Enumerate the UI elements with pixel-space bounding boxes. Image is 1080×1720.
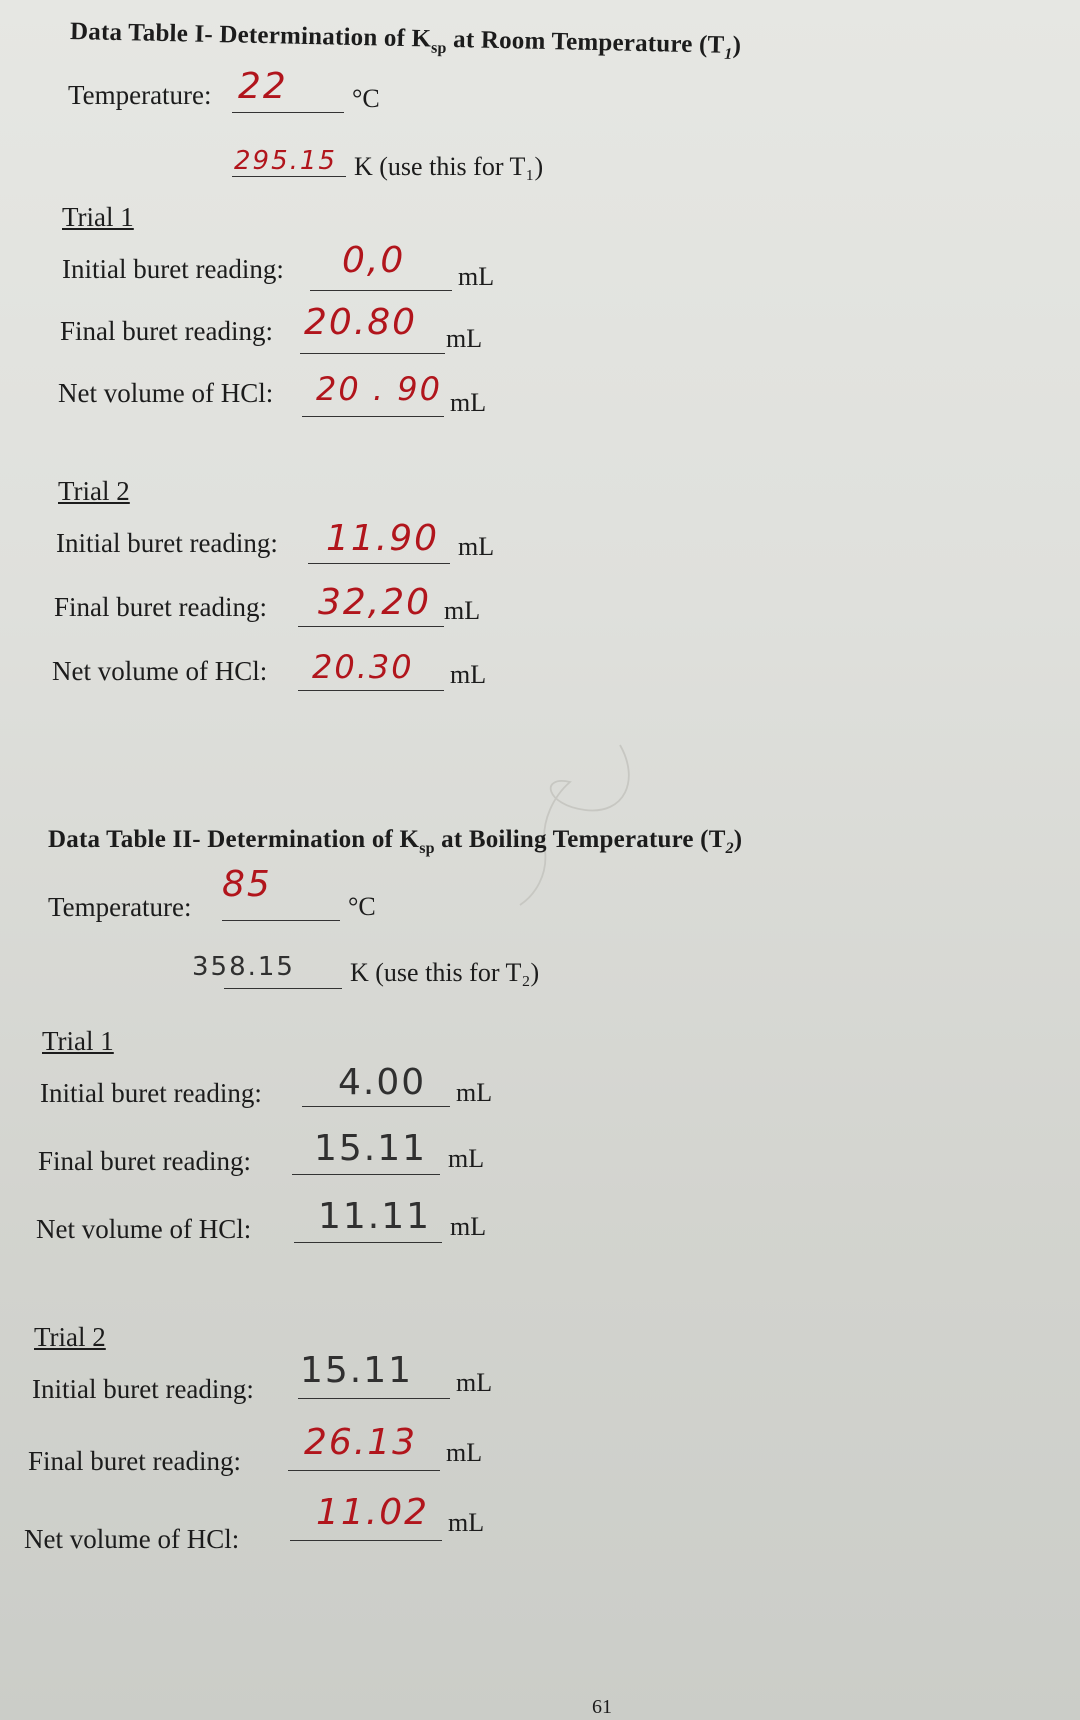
table2-trial2-net-unit: mL <box>448 1508 485 1537</box>
table1-trial2-initial-value: 11.90 <box>326 518 440 559</box>
table1-title: Data Table I- Determination of $K_{sp}$ at Room Temperature $(T_1)$ <box>69 18 742 63</box>
table2-trial1-net-label: Net volume of HCl: <box>36 1214 252 1244</box>
table1-trial2-final-value: 32,20 <box>318 582 432 623</box>
table2-trial1-net-unit: mL <box>450 1212 487 1241</box>
table1-trial1-final-label: Final buret reading: <box>60 316 273 346</box>
table1-trial2-net-value: 20.30 <box>312 648 414 686</box>
table1-trial2-heading: Trial 2 <box>58 476 130 506</box>
table2-trial2-final-unit: mL <box>446 1438 483 1467</box>
table1-trial1-initial-label: Initial buret reading: <box>62 254 284 284</box>
table2-trial2-initial-unit: mL <box>456 1368 493 1397</box>
table1-trial1-heading: Trial 1 <box>62 202 134 232</box>
table2-trial2-initial-value: 15.11 <box>300 1350 414 1391</box>
table1-trial1-net-label: Net volume of HCl: <box>58 378 274 408</box>
table1-temperature-k-value: 295.15 <box>234 146 337 176</box>
table2-trial2-initial-label: Initial buret reading: <box>32 1374 254 1404</box>
table2-trial2-initial-line <box>298 1398 450 1399</box>
table1-trial1-net-unit: mL <box>450 388 487 417</box>
table1-trial2-final-unit: mL <box>444 596 481 625</box>
table2-trial2-final-value: 26.13 <box>304 1422 418 1463</box>
table2-trial1-net-value: 11.11 <box>318 1196 432 1237</box>
table1-temperature-label: Temperature: <box>68 80 212 110</box>
table2-trial2-net-value: 11.02 <box>316 1492 430 1533</box>
table2-temperature-label: Temperature: <box>48 892 192 922</box>
table1-unit-kelvin: K (use this for T₁) <box>354 152 544 181</box>
table2-trial2-net-label: Net volume of HCl: <box>24 1524 240 1554</box>
table2-trial1-final-line <box>292 1174 440 1175</box>
table1-temperature-c-value: 22 <box>238 66 288 107</box>
table2-trial1-final-unit: mL <box>448 1144 485 1173</box>
table2-trial1-heading: Trial 1 <box>42 1026 114 1056</box>
table1-trial2-net-unit: mL <box>450 660 487 689</box>
table1-trial1-initial-value: 0,0 <box>342 240 406 281</box>
table2-trial1-net-line <box>294 1242 442 1243</box>
table1-trial1-net-value: 20 . 90 <box>316 370 442 408</box>
table1-trial2-net-label: Net volume of HCl: <box>52 656 268 686</box>
table2-trial2-final-line <box>288 1470 440 1471</box>
table2-temperature-c-line <box>222 920 340 921</box>
table1-trial2-initial-label: Initial buret reading: <box>56 528 278 558</box>
table1-trial1-final-value: 20.80 <box>304 302 418 343</box>
table2-temperature-k-value: 358.15 <box>192 952 295 982</box>
table1-trial1-final-unit: mL <box>446 324 483 353</box>
table2-trial2-net-line <box>290 1540 442 1541</box>
table2-trial1-initial-value: 4.00 <box>338 1062 427 1103</box>
table1-trial2-initial-unit: mL <box>458 532 495 561</box>
table1-trial2-final-label: Final buret reading: <box>54 592 267 622</box>
table2-temperature-c-value: 85 <box>222 864 272 905</box>
table2-trial1-final-label: Final buret reading: <box>38 1146 251 1176</box>
table2-trial1-initial-unit: mL <box>456 1078 493 1107</box>
table2-trial1-initial-label: Initial buret reading: <box>40 1078 262 1108</box>
page-number: 61 <box>592 1696 612 1718</box>
table2-trial2-final-label: Final buret reading: <box>28 1446 241 1476</box>
table2-title: Data Table II- Determination of $K_{sp}$ at Boiling Temperature $(T_2)$ <box>48 826 743 857</box>
table2-trial2-heading: Trial 2 <box>34 1322 106 1352</box>
table1-unit-celsius: °C <box>352 84 380 113</box>
table2-trial1-final-value: 15.11 <box>314 1128 428 1169</box>
table1-trial1-initial-unit: mL <box>458 262 495 291</box>
table2-trial1-initial-line <box>302 1106 450 1107</box>
table2-temperature-k-line <box>224 988 342 989</box>
table2-unit-kelvin: K (use this for T₂) <box>350 958 540 987</box>
table2-unit-celsius: °C <box>348 892 376 921</box>
